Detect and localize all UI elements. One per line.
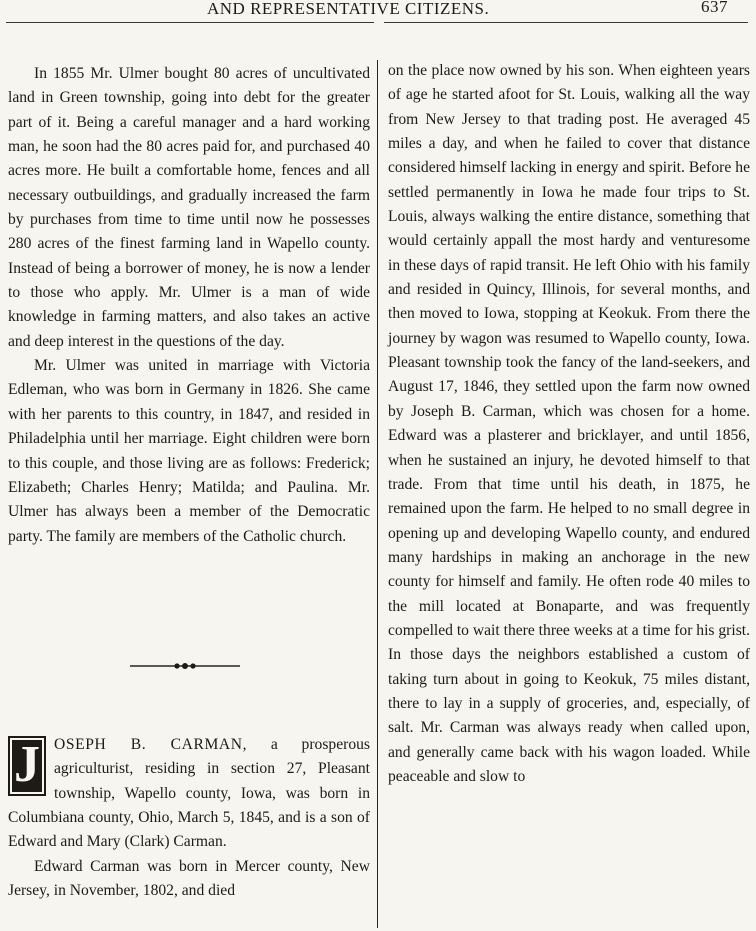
dropcap-letter: J xyxy=(8,736,46,796)
column-divider xyxy=(377,60,378,928)
carman-biography xyxy=(8,733,370,903)
ulmer-land-paragraph: In 1855 Mr. Ulmer bought 80 acres of uncultivated land in Green township, going into debt for the greater part of it. Being a careful manager and a hard working man, he soon had the 80 acres paid for, and purchased 40 acres more. He built a comfortable home, fences and all necessary outbuildings, and gradually increased the farm by purchases from time to time until now he possesses 280 acres of the finest farming land in Wapello county. Instead of being a borrower of money, he is now a lender to those who apply. Mr. Ulmer is a man of wide knowledge in farming matters, and also takes an active and deep interest in the questions of the day. xyxy=(8,65,370,350)
bio-subject-name: OSEPH B. CARMAN, xyxy=(54,736,248,753)
running-head: AND REPRESENTATIVE CITIZENS. xyxy=(207,0,490,18)
right-column xyxy=(388,59,750,789)
page-header xyxy=(0,0,756,24)
header-rule-right xyxy=(384,22,748,23)
edward-carman-paragraph: Edward Carman was born in Mercer county, New Jersey, in November, 1802, and died xyxy=(8,857,370,900)
section-ornament xyxy=(130,661,240,671)
page-number: 637 xyxy=(701,0,728,16)
header-rule-left xyxy=(6,22,374,23)
left-column xyxy=(8,62,370,549)
ulmer-marriage-paragraph: Mr. Ulmer was united in marriage with Victoria Edleman, who was born in Germany in 1826. She came with her parents to this country, in 1847, and resided in Philadelphia until her marriage. Eight children were born to this couple, and those living are as follows: Frederick; Elizabeth; Charles Henry; Matilda; and Paulina. Mr. Ulmer has always been a member of the Democratic party. The family are members of the Catholic church. xyxy=(8,357,370,545)
edward-carman-continued: on the place now owned by his son. When eighteen years of age he started afoot for St. Louis, walking all the way from New Jersey to that trading post. He averaged 45 miles a day, and when he failed to cover that distance considered himself lacking in energy and spirit. Before he settled permanently in Iowa he made four trips to St. Louis, always walking the entire distance, something that would certainly appall the most hardy and venturesome in these days of rapid transit. He left Ohio with his family and resided in Quincy, Illinois, for several months, and then moved to Iowa, stopping at Keokuk. From there the journey by wagon was resumed to Wapello county, Iowa. Pleasant township took the fancy of the land-seekers, and August 17, 1846, they settled upon the farm now owned by Joseph B. Carman, which was chosen for a home. Edward was a plasterer and bricklayer, and until 1856, when he sustained an injury, he devoted himself to that trade. From that time until his death, in 1875, he remained upon the farm. He helped to no small degree in opening up and developing Wapello county, and endured many hardships in making an anchorage in the new county for himself and family. He often rode 40 miles to the mill located at Bonaparte, and was frequently compelled to wait there three weeks at a time for his grist. In those days the neighbors established a custom of taking turn about in going to Keokuk, 75 miles distant, there to lay in a supply of groceries, and, especially, of salt. Mr. Carman was always ready when called upon, and generally came back with his wagon loaded. While peaceable and slow to xyxy=(388,62,750,785)
bio-intro: a prosperous agriculturist, residing in section 27, Pleasant township, Wapello county, Iowa, was born in Columbiana county, Ohio, March 5, 1845, and is a son of Edward and Mary (Clark) Carman. xyxy=(8,736,370,851)
